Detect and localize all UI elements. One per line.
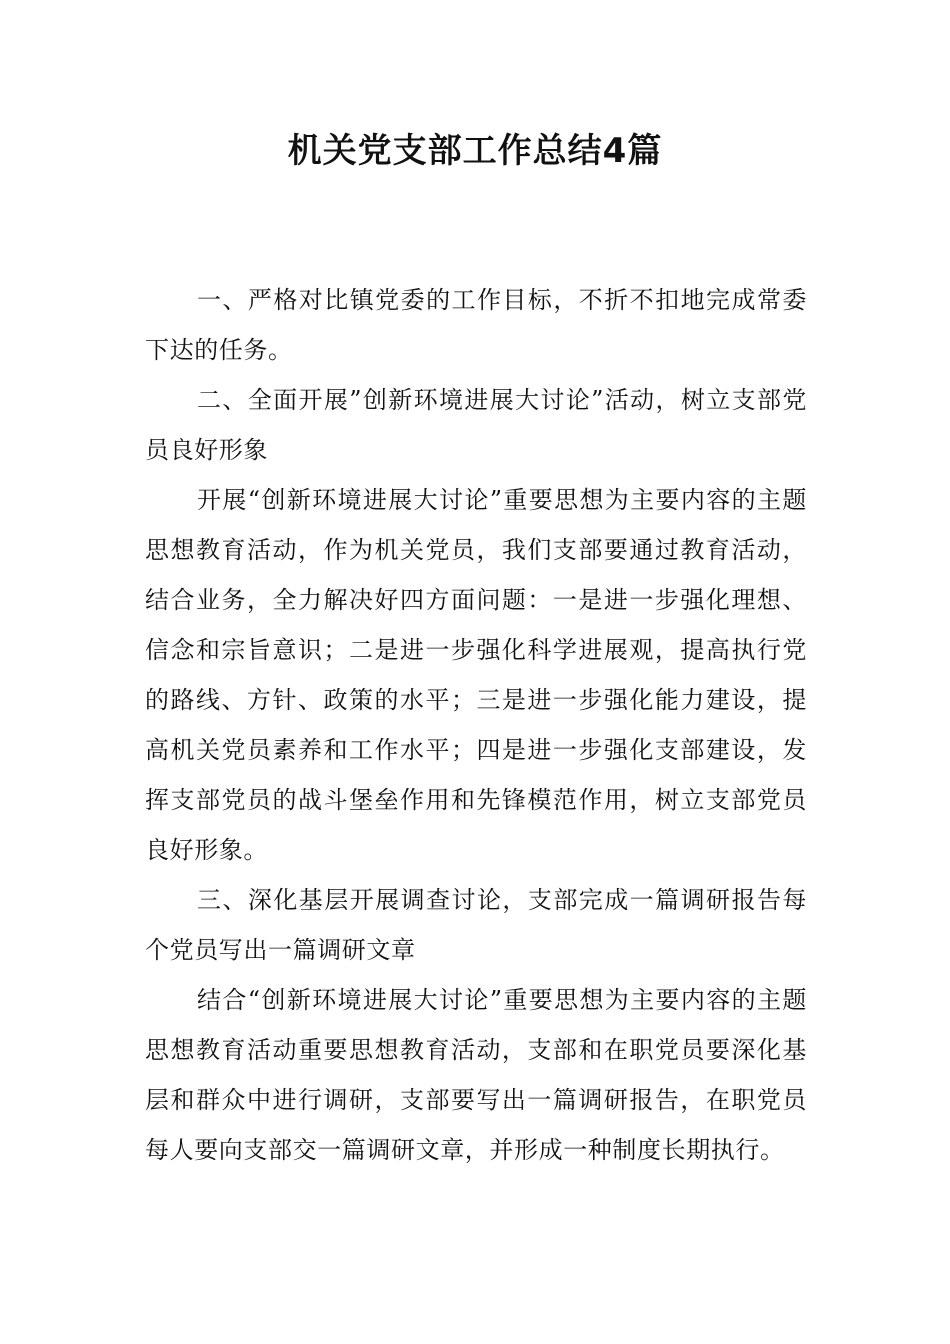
paragraph-section-three-body: 结合“创新环境进展大讨论”重要思想为主要内容的主题思想教育活动重要思想教育活动，支部和在职党员要深化基层和群众中进行调研，支部要写出一篇调研报告，在职党员每人要向支部交一篇调研文章，并形成一种制度长期执行。: [145, 986, 807, 1164]
paragraph-section-one: 一、严格对比镇党委的工作目标，不折不扣地完成常委下达的任务。: [145, 286, 807, 364]
paragraph-section-two-body: 开展“创新环境进展大讨论”重要思想为主要内容的主题思想教育活动，作为机关党员，我们支部要通过教育活动，结合业务，全力解决好四方面问题：一是进一步强化理想、信念和宗旨意识；二是进一步强化科学进展观，提高执行党的路线、方针、政策的水平；三是进一步强化能力建设，提高机关党员素养和工作水平；四是进一步强化支部建设，发挥支部党员的战斗堡垒作用和先锋模范作用，树立支部党员良好形象。: [145, 486, 807, 864]
document-title: 机关党支部工作总结4篇: [287, 131, 663, 171]
paragraph-section-three-heading: 三、深化基层开展调查讨论，支部完成一篇调研报告每个党员写出一篇调研文章: [145, 886, 807, 964]
document-body: [145, 275, 807, 1175]
paragraph-section-two-heading: 二、全面开展”创新环境进展大讨论”活动，树立支部党员良好形象: [145, 386, 807, 464]
